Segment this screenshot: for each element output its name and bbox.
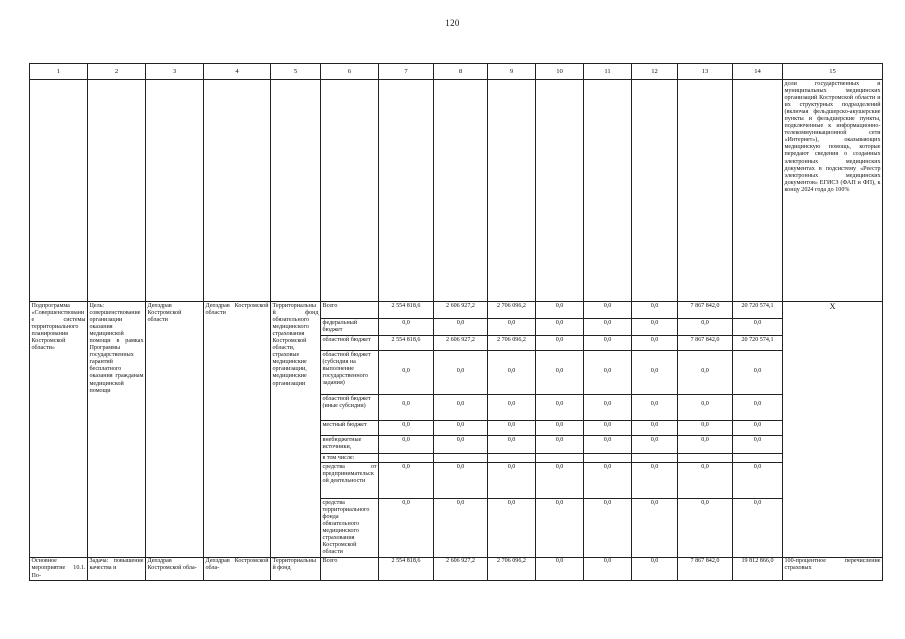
column-number: 15: [783, 64, 883, 80]
value-cell: 0,0: [434, 463, 488, 499]
value-cell: 0,0: [733, 351, 783, 395]
value-cell: 0,0: [379, 319, 434, 336]
value-cell: 0,0: [733, 499, 783, 558]
value-cell: 0,0: [488, 395, 536, 421]
funding-source: областной бюджет (иные субсидии): [321, 395, 379, 421]
value-cell: 7 867 842,0: [678, 557, 733, 580]
value-cell: 0,0: [733, 436, 783, 454]
column-number: 10: [536, 64, 584, 80]
value-cell: 0,0: [536, 463, 584, 499]
value-cell: 0,0: [678, 395, 733, 421]
column-number: 11: [584, 64, 632, 80]
value-cell: 0,0: [536, 351, 584, 395]
value-cell: 0,0: [434, 319, 488, 336]
value-cell: 19 812 866,0: [733, 557, 783, 580]
value-cell: 2 706 096,2: [488, 302, 536, 319]
value-cell: 0,0: [632, 319, 678, 336]
column-number-row: [30, 64, 883, 80]
value-cell: 0,0: [434, 351, 488, 395]
value-cell: 0,0: [678, 421, 733, 436]
value-cell: 0,0: [536, 395, 584, 421]
value-cell: 0,0: [632, 557, 678, 580]
value-cell: 0,0: [632, 463, 678, 499]
subprogram-result: Х: [783, 302, 883, 558]
table-row: [30, 557, 883, 580]
measure-participants: Территориальный фонд: [271, 557, 321, 580]
value-cell: 0,0: [678, 319, 733, 336]
value-cell: 0,0: [488, 421, 536, 436]
funding-source: Всего: [321, 557, 379, 580]
funding-source: федеральный бюджет: [321, 319, 379, 336]
value-cell: 2 706 096,2: [488, 336, 536, 351]
value-cell: 0,0: [678, 499, 733, 558]
measure-coexecutor: Депздрав Костромской обла-: [204, 557, 271, 580]
subprogram-name: Подпрограмма «Совершенствование системы территориального планирования Костромской области»: [30, 302, 88, 558]
column-number: 13: [678, 64, 733, 80]
measure-name: Основное мероприятие 10.1. По-: [30, 557, 88, 580]
value-cell: 0,0: [488, 351, 536, 395]
value-cell: 0,0: [536, 557, 584, 580]
funding-source: средства от предпринимательской деятельности: [321, 463, 379, 499]
column-number: 9: [488, 64, 536, 80]
value-cell: 0,0: [379, 395, 434, 421]
column-number: 3: [146, 64, 204, 80]
table-row: [30, 302, 883, 319]
value-cell: 0,0: [632, 499, 678, 558]
funding-source: в том числе:: [321, 454, 379, 463]
value-cell: 0,0: [584, 421, 632, 436]
value-cell: 0,0: [733, 463, 783, 499]
column-number: 7: [379, 64, 434, 80]
value-cell: 0,0: [632, 436, 678, 454]
value-cell: 0,0: [379, 436, 434, 454]
funding-source: областной бюджет: [321, 336, 379, 351]
value-cell: 0,0: [536, 436, 584, 454]
value-cell: 0,0: [536, 302, 584, 319]
value-cell: 0,0: [536, 421, 584, 436]
value-cell: 7 867 842,0: [678, 336, 733, 351]
funding-source: местный бюджет: [321, 421, 379, 436]
funding-source: областной бюджет (субсидия на выполнение государственного задания): [321, 351, 379, 395]
value-cell: 0,0: [488, 436, 536, 454]
value-cell: 0,0: [733, 319, 783, 336]
column-number: 12: [632, 64, 678, 80]
funding-source: внебюджетные источники,: [321, 436, 379, 454]
value-cell: 0,0: [678, 463, 733, 499]
value-cell: 20 720 574,1: [733, 336, 783, 351]
value-cell: 0,0: [584, 319, 632, 336]
value-cell: 0,0: [678, 351, 733, 395]
value-cell: 2 554 818,6: [379, 302, 434, 319]
value-cell: 0,0: [632, 351, 678, 395]
column-number: 8: [434, 64, 488, 80]
value-cell: 2 606 927,2: [434, 336, 488, 351]
value-cell: 0,0: [584, 302, 632, 319]
value-cell: 2 606 927,2: [434, 557, 488, 580]
value-cell: 0,0: [733, 421, 783, 436]
value-cell: 7 867 842,0: [678, 302, 733, 319]
funding-source: Всего: [321, 302, 379, 319]
subprogram-goal: Цель: совершенствование организации оказания медицинской помощи в рамках Программы государственных гарантий бесплатного оказания гражданам медицинской помощи: [88, 302, 146, 558]
value-cell: 0,0: [584, 436, 632, 454]
funding-source: средства территориального фонда обязательного медицинского страхования Костромской области: [321, 499, 379, 558]
value-cell: 0,0: [584, 463, 632, 499]
subprogram-coexecutor: Депздрав Костромской области: [204, 302, 271, 558]
value-cell: 0,0: [584, 557, 632, 580]
value-cell: 0,0: [632, 336, 678, 351]
value-cell: 0,0: [379, 351, 434, 395]
measure-executor: Депздрав Костромской обла-: [146, 557, 204, 580]
value-cell: 0,0: [584, 336, 632, 351]
column-number: 4: [204, 64, 271, 80]
value-cell: 0,0: [379, 463, 434, 499]
value-cell: 0,0: [488, 499, 536, 558]
value-cell: 0,0: [434, 436, 488, 454]
value-cell: 0,0: [678, 436, 733, 454]
value-cell: 0,0: [434, 395, 488, 421]
financing-table: [29, 63, 883, 581]
value-cell: 0,0: [584, 499, 632, 558]
column-number: 5: [271, 64, 321, 80]
page-number: 120: [445, 18, 460, 28]
value-cell: 0,0: [632, 302, 678, 319]
column-number: 1: [30, 64, 88, 80]
value-cell: 0,0: [632, 395, 678, 421]
value-cell: 0,0: [434, 421, 488, 436]
value-cell: 0,0: [733, 395, 783, 421]
value-cell: 0,0: [584, 395, 632, 421]
subprogram-executor: Депздрав Костромской области: [146, 302, 204, 558]
column-number: 2: [88, 64, 146, 80]
value-cell: 0,0: [379, 421, 434, 436]
value-cell: 2 554 818,6: [379, 557, 434, 580]
value-cell: 2 554 818,6: [379, 336, 434, 351]
value-cell: 20 720 574,1: [733, 302, 783, 319]
value-cell: 0,0: [379, 499, 434, 558]
value-cell: 0,0: [434, 499, 488, 558]
subprogram-participants: Территориальный фонд обязательного медицинского страхования Костромской области, страховые медицинские организации, медицинские организации: [271, 302, 321, 558]
value-cell: 0,0: [488, 463, 536, 499]
measure-result: 100-процентное перечисление страховых: [783, 557, 883, 580]
continuation-row: [30, 80, 883, 302]
continuation-note: доли государственных и муниципальных медицинских организаций Костромской области и их структурных подразделений (включая фельдшерско-акушерские пункты и фельдшерские пункты, подключенные к информационно-телекоммуникационной сети «Интернет»), оказывающих медицинскую помощь, которые передают сведения о созданных электронных медицинских документах в подсистему «Реестр электронных медицинских документов» ЕГИСЗ (ФАП и ФП), к концу 2024 года до 100%: [783, 80, 883, 302]
value-cell: 0,0: [632, 421, 678, 436]
column-number: 6: [321, 64, 379, 80]
column-number: 14: [733, 64, 783, 80]
value-cell: 0,0: [536, 336, 584, 351]
value-cell: 0,0: [536, 499, 584, 558]
value-cell: 2 606 927,2: [434, 302, 488, 319]
value-cell: 2 706 096,2: [488, 557, 536, 580]
value-cell: 0,0: [536, 319, 584, 336]
value-cell: 0,0: [584, 351, 632, 395]
measure-task: Задача: повышение качества и: [88, 557, 146, 580]
value-cell: 0,0: [488, 319, 536, 336]
